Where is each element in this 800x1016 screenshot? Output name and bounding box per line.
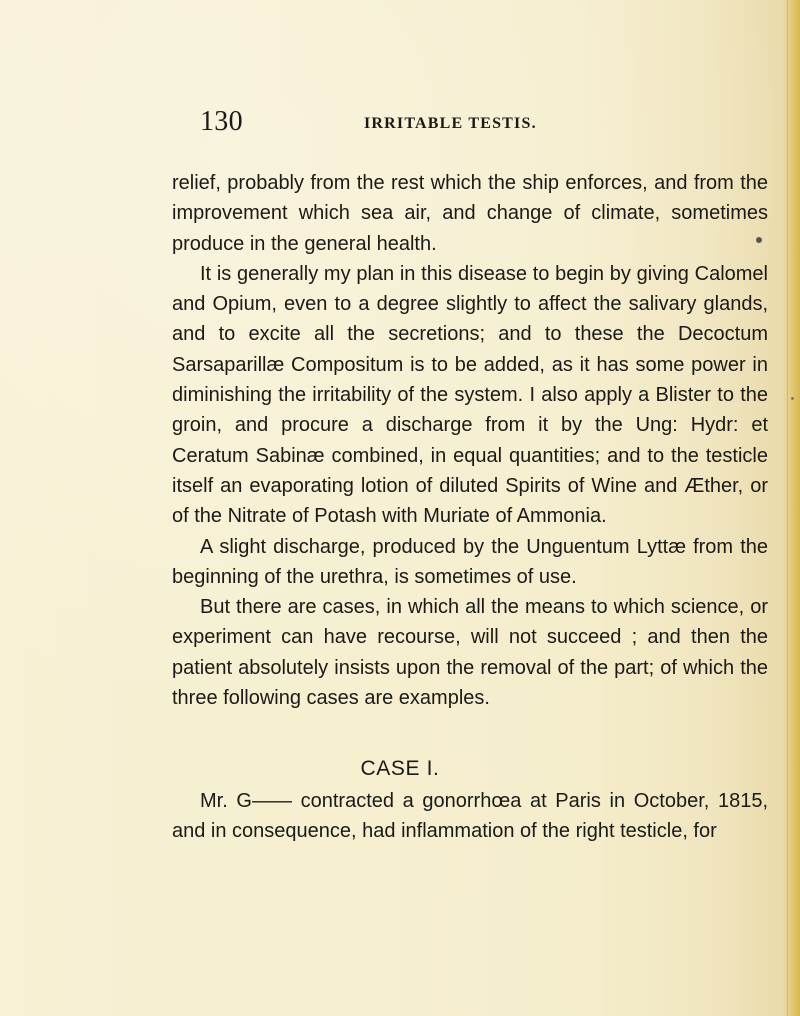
ink-spot — [756, 237, 762, 243]
case-text: Mr. G—— contracted a gonorrhœa at Paris in October, 1815, and in consequence, had inflammation of the right testicle, for — [172, 790, 768, 843]
main-text — [172, 168, 768, 713]
paragraph-cases: But there are cases, in which all the means to which science, or experiment can have recourse, will not succeed ; and then the patient absolutely insists upon the removal of the part; of which the three following cases are examples. — [172, 596, 768, 710]
paragraph-relief: relief, probably from the rest which the ship enforces, and from the improvement which sea air, and change of climate, sometimes produce in the general health. — [172, 172, 768, 255]
page-header — [200, 106, 760, 136]
paragraph-slight-discharge: A slight discharge, produced by the Unguentum Lyttæ from the beginning of the urethra, is sometimes of use. — [172, 535, 768, 588]
running-head: IRRITABLE TESTIS. — [364, 115, 537, 132]
paper-speck — [791, 397, 794, 400]
case-heading: CASE I. — [360, 757, 440, 780]
page-edge-line — [787, 0, 788, 1016]
page-edge-shadow — [782, 0, 800, 1016]
paragraph-treatment-plan: It is generally my plan in this disease to begin by giving Calomel and Opium, even to a degree slightly to affect the salivary glands, and to excite all the secretions; and to these the Decoctum Sarsaparillæ Compositum is to be added, as it has some power in diminishing the irritability of the system. I also apply a Blister to the groin, and procure a discharge from it by the Ung: Hydr: et Ceratum Sabinæ combined, in equal quantities; and to the testicle itself an evaporating lotion of diluted Spirits of Wine and Æther, or of the Nitrate of Potash with Muriate of Ammonia. — [172, 262, 768, 528]
page-number: 130 — [200, 106, 243, 137]
